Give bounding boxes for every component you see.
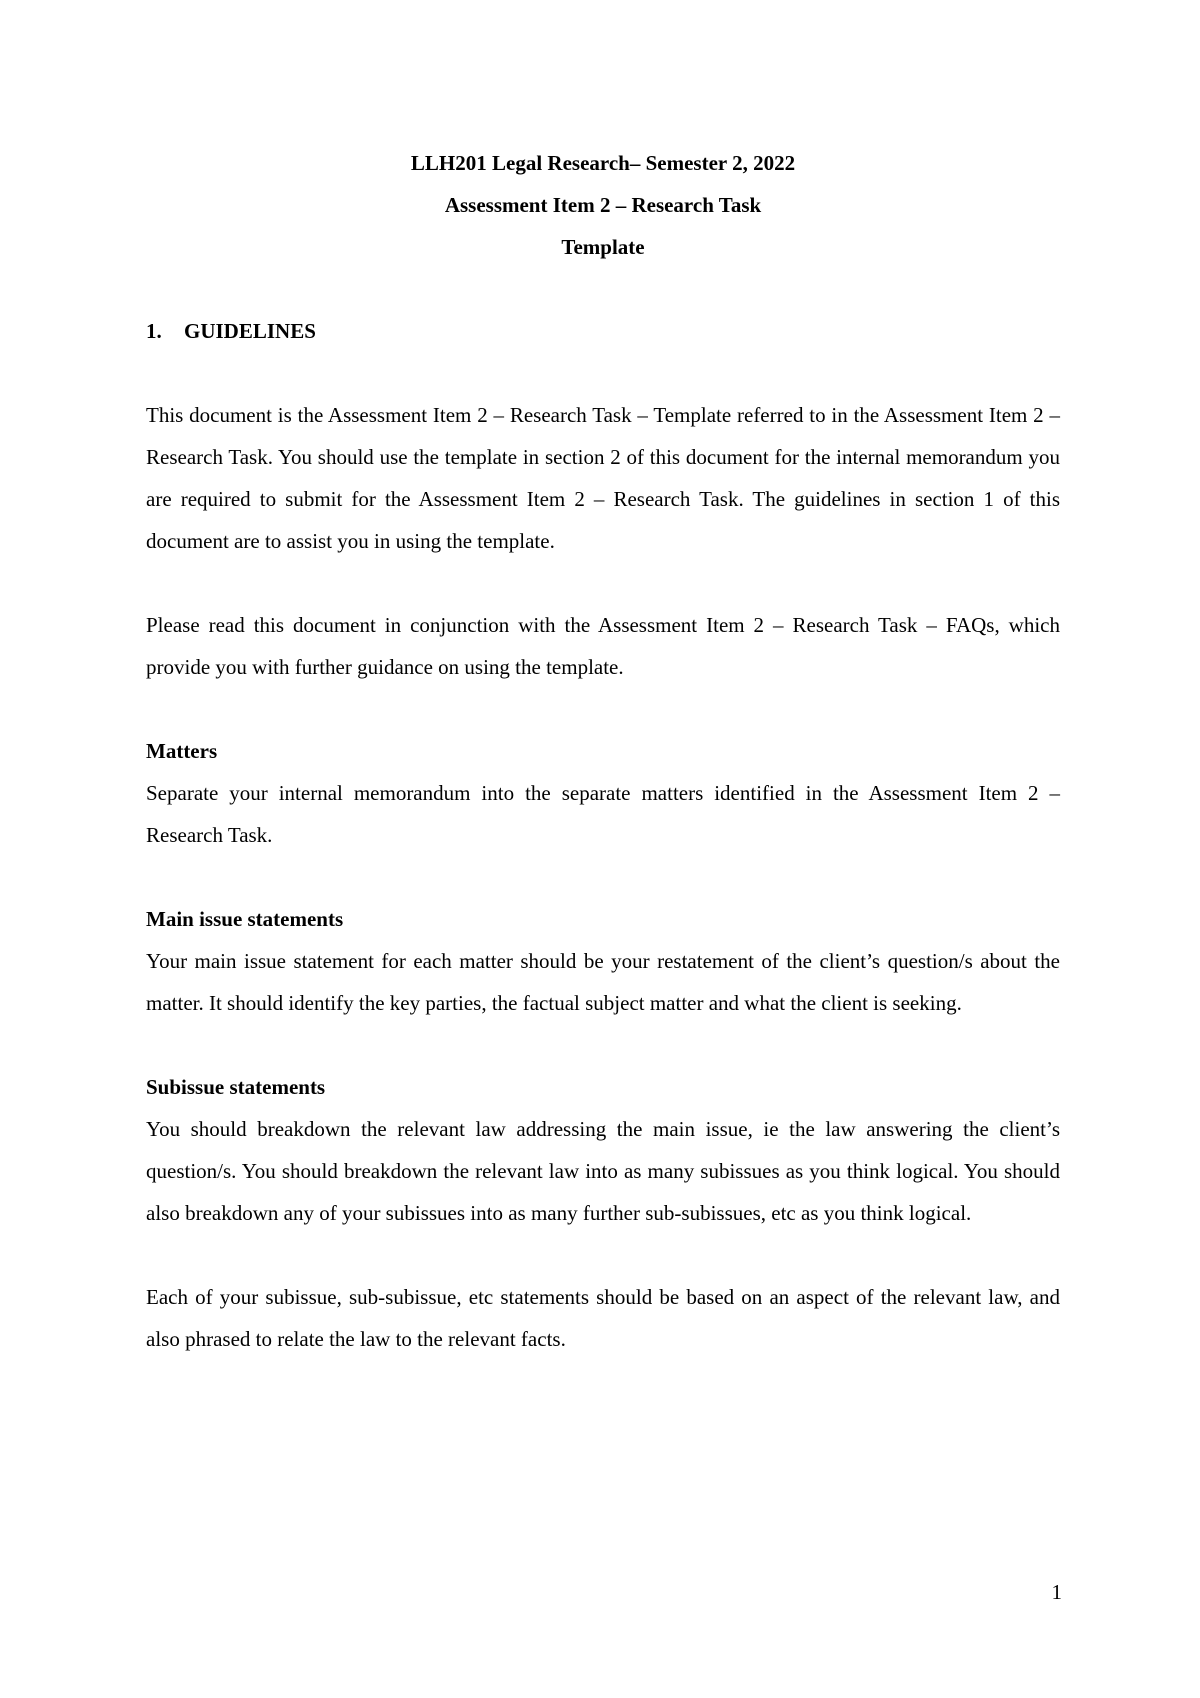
matters-heading: Matters xyxy=(146,739,218,763)
section-number: 1. xyxy=(146,319,162,343)
section-title: GUIDELINES xyxy=(184,319,316,343)
section-heading-guidelines xyxy=(146,310,1060,352)
page-content xyxy=(146,142,1060,1360)
page-number: 1 xyxy=(1051,1580,1062,1604)
document-title-template: Template xyxy=(561,235,645,259)
main-issue-heading: Main issue statements xyxy=(146,907,344,931)
document-title-assessment: Assessment Item 2 – Research Task xyxy=(444,193,762,217)
subissue-paragraph-2: Each of your subissue, sub-subissue, etc statements should be based on an aspect of the relevant law, and also phrased to relate the law to the relevant facts. xyxy=(146,1285,1060,1351)
subissue-paragraph-1: You should breakdown the relevant law addressing the main issue, ie the law answering the client’s question/s. You should breakdown the relevant law into as many subissues as you think logical. You should also breakdown any of your subissues into as many further sub-subissues, etc as you think logical. xyxy=(146,1117,1060,1225)
document-title-course: LLH201 Legal Research– Semester 2, 2022 xyxy=(410,151,796,175)
faqs-paragraph: Please read this document in conjunction with the Assessment Item 2 – Research Task – FAQs, which provide you with further guidance on using the template. xyxy=(146,613,1060,679)
main-issue-paragraph: Your main issue statement for each matter should be your restatement of the client’s question/s about the matter. It should identify the key parties, the factual subject matter and what the client is seeking. xyxy=(146,949,1060,1015)
subissue-heading: Subissue statements xyxy=(146,1075,326,1099)
intro-paragraph: This document is the Assessment Item 2 – Research Task – Template referred to in the Assessment Item 2 – Research Task. You should use the template in section 2 of this document for the internal memorandum you are required to submit for the Assessment Item 2 – Research Task. The guidelines in section 1 of this document are to assist you in using the template. xyxy=(146,403,1060,553)
matters-paragraph: Separate your internal memorandum into the separate matters identified in the Assessment Item 2 – Research Task. xyxy=(146,781,1060,847)
